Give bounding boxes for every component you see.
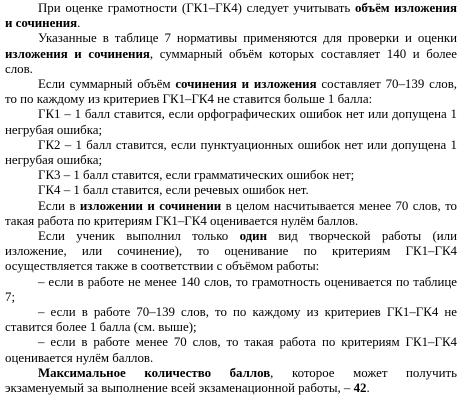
bold-text: сочинения и изложения bbox=[175, 77, 317, 92]
paragraph-intro bbox=[5, 1, 457, 31]
paragraph-gk2 bbox=[5, 138, 457, 168]
bold-text: объём изложения и сочинения bbox=[5, 1, 457, 31]
text-span: . bbox=[77, 16, 81, 31]
text-span: Если в bbox=[38, 198, 80, 213]
text-span: – если в работе не менее 140 слов, то грамотность оценивается по таблице 7; bbox=[5, 274, 457, 304]
paragraph-max-score bbox=[5, 366, 457, 396]
text-span: ГК1 – 1 балл ставится, если орфографических ошибок нет или допущена 1 негрубая ошибка; bbox=[5, 107, 457, 137]
paragraph-gk1 bbox=[5, 107, 457, 137]
paragraph-under-70 bbox=[5, 199, 457, 229]
text-span: , суммарный объём которых составляет 140 и более слов. bbox=[5, 46, 457, 76]
text-span: Если суммарный объём bbox=[38, 77, 176, 92]
paragraph-case-140 bbox=[5, 275, 457, 305]
text-span: – если в работе 70–139 слов, то по каждому из критериев ГК1–ГК4 не ставится более 1 балла (см. выше); bbox=[5, 305, 457, 335]
paragraph-case-under-70 bbox=[5, 335, 457, 365]
text-span: – если в работе менее 70 слов, то такая работа по критериям ГК1–ГК4 оценивается нулём баллов. bbox=[5, 335, 457, 365]
bold-text: изложения и сочинения bbox=[5, 46, 150, 61]
text-span: в целом насчитывается менее 70 слов, то такая работа по критериям ГК1–ГК4 оценивается нулём баллов. bbox=[5, 198, 457, 228]
paragraph-range-70-139 bbox=[5, 77, 457, 107]
bold-text: изложении и сочинении bbox=[79, 198, 222, 213]
text-span: ГК4 – 1 балл ставится, если речевых ошибок нет. bbox=[38, 183, 309, 198]
paragraph-norms bbox=[5, 31, 457, 77]
text-span: ГК2 – 1 балл ставится, если пунктуационных ошибок нет или допущена 1 негрубая ошибка; bbox=[5, 137, 457, 168]
bold-text: один bbox=[239, 229, 268, 244]
text-span: составляет 70–139 слов, то по каждому из критериев ГК1–ГК4 не ставится больше 1 балла: bbox=[5, 77, 458, 107]
text-span: ГК3 – 1 балл ставится, если грамматических ошибок нет; bbox=[38, 168, 355, 183]
text-span: вид творческой работы (или изложение, или сочинение), то оценивание по критериям ГК1–ГК4 осуществляется также в соответствии с объёмом работы: bbox=[5, 229, 458, 274]
bold-text: 42 bbox=[353, 381, 367, 396]
text-span: , которое может получить экзаменуемый за выполнение всей экзаменационной работы, – bbox=[5, 365, 457, 396]
paragraph-case-70-139 bbox=[5, 305, 457, 335]
text-span: . bbox=[366, 381, 370, 396]
paragraph-one-type bbox=[5, 229, 457, 275]
paragraph-gk3 bbox=[5, 168, 457, 183]
text-span: При оценке грамотности (ГК1–ГК4) следует учитывать bbox=[38, 1, 355, 15]
text-span: Указанные в таблице 7 нормативы применяются для проверки и оценки bbox=[38, 31, 457, 46]
text-span: Если ученик выполнил только bbox=[38, 229, 240, 244]
paragraph-gk4 bbox=[5, 183, 457, 198]
bold-text: Максимальное количество баллов bbox=[38, 365, 271, 380]
